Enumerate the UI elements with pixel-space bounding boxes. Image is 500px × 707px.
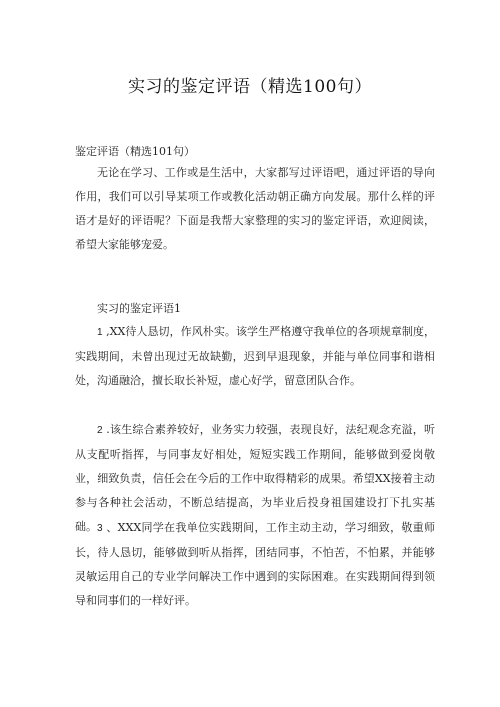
item-number: 3 <box>97 523 103 534</box>
item-text: .该生综合素养较好，业务实力较强，表现良好，法纪观念充溢，听从支配听指挥，与同事友好相处，短短实践工作期间，能够做到爱岗敬业，细致负责，信任会在今后的工作中取得精彩的成果。希望XX接着主动参与各种社会活动，不断总结提高，为毕业后投身祖国建设打下扎实基础。 <box>75 423 435 533</box>
document-subtitle: 鉴定评语（精选101句） <box>75 145 195 158</box>
section-heading: 实习的鉴定评语1 <box>97 302 181 315</box>
item-text: 、XXX同学在我单位实践期间，工作主动主动，学习细致，敬重师长，待人恳切，能够做到听从指挥，团结同事，不怕苦，不怕累，并能够灵敏运用自己的专业学问解决工作中遇到的实际困难。在实践期间得到领导和同事们的一样好评。 <box>75 521 435 607</box>
item-number: 2 <box>97 425 103 436</box>
evaluation-item-1 <box>75 320 435 393</box>
intro-paragraph: 无论在学习、工作或是生活中，大家都写过评语吧，通过评语的导向作用，我们可以引导某项工作或教化活动朝正确方向发展。那什么样的评语才是好的评语呢？下面是我帮大家整理的实习的鉴定评语，欢迎阅读，希望大家能够宠爱。 <box>75 166 435 251</box>
item-number: 1 <box>97 327 103 338</box>
evaluation-item-3 <box>75 516 435 613</box>
item-text: ,XX待人恳切，作风朴实。该学生严格遵守我单位的各项规章制度，实践期间，未曾出现过无故缺勤，迟到早退现象，并能与单位同事和谐相处，沟通融洽，擅长取长补短，虚心好学，留意团队合作。 <box>75 325 435 387</box>
document-title: 实习的鉴定评语（精选100句） <box>128 77 372 97</box>
